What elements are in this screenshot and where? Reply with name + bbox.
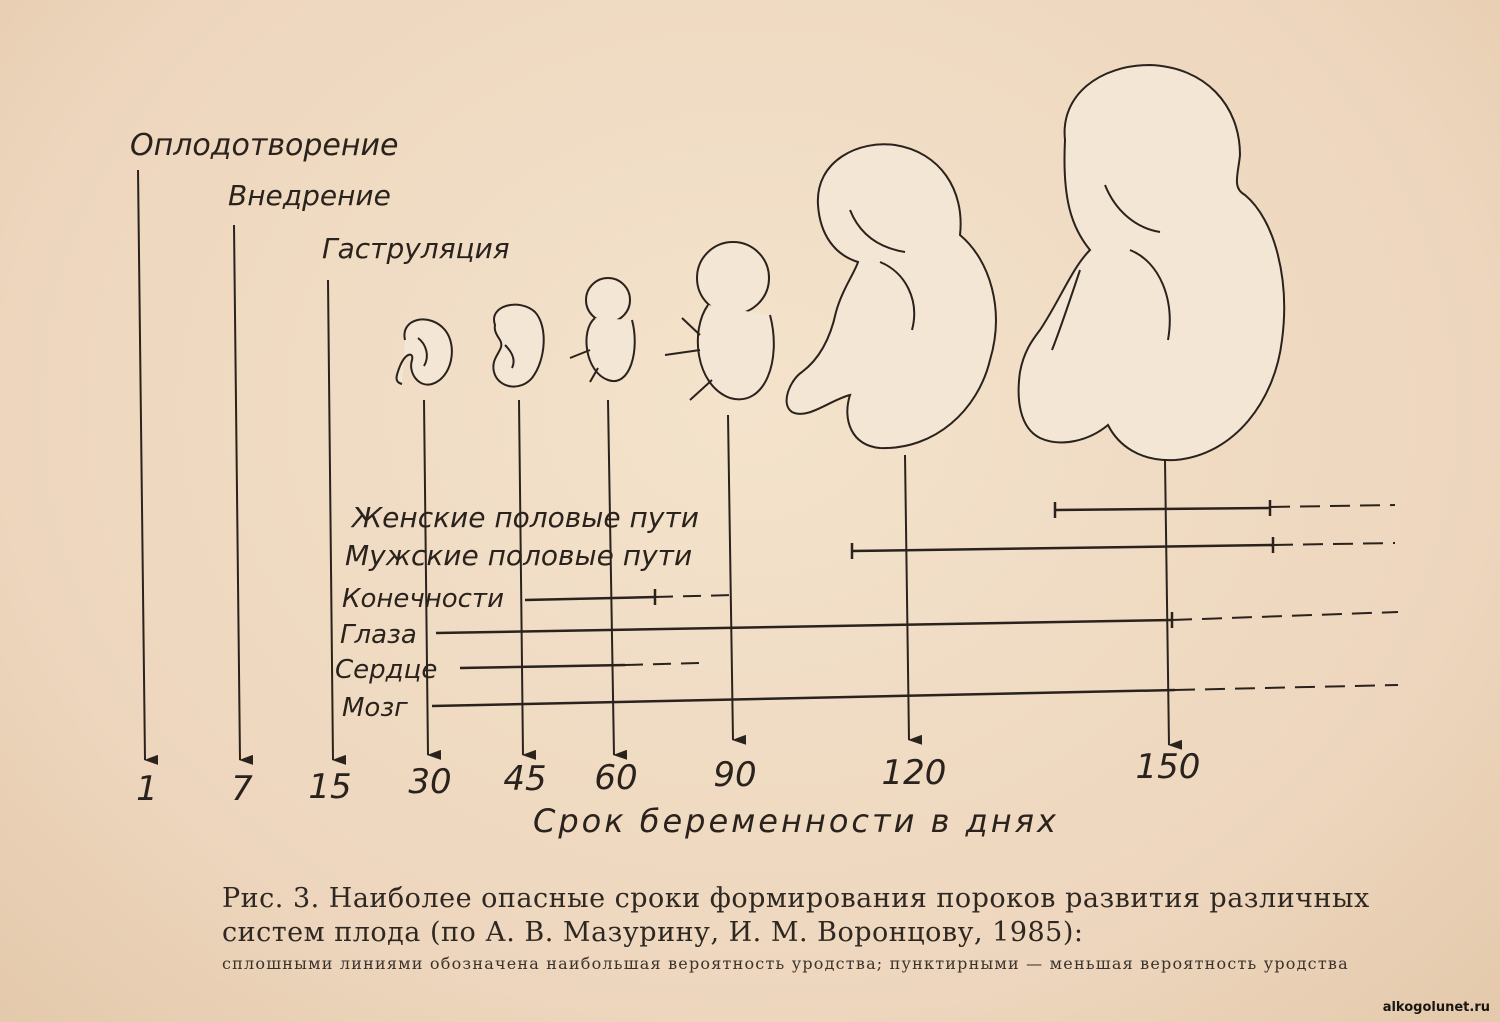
system-label-eyes: Глаза — [340, 620, 417, 650]
tick-day-15: 15 — [308, 767, 352, 807]
arrow-day-7 — [234, 225, 240, 760]
arrow-day-30 — [424, 400, 428, 755]
embryo-day-60-icon — [570, 278, 635, 382]
tick-day-1: 1 — [136, 769, 158, 809]
system-label-female-tract: Женские половые пути — [352, 501, 699, 534]
arrow-day-1 — [138, 170, 145, 760]
tick-day-90: 90 — [713, 755, 757, 795]
event-fertilization-label: Оплодотворение — [130, 128, 399, 163]
period-eyes — [436, 612, 1398, 633]
system-label-limbs: Конечности — [342, 584, 504, 614]
caption-main-text: Рис. 3. Наиболее опасные сроки формирования пороков развития различных систем плода (по А. В. Мазурину, И. М. Воронцову, 1985): — [222, 883, 1370, 948]
embryo-day-45-icon — [493, 305, 543, 387]
arrow-day-90 — [728, 415, 733, 740]
arrow-day-15 — [328, 280, 333, 760]
caption-note-text: сплошными линиями обозначена наибольшая вероятность уродства; пунктирными — меньшая вероятность уродства — [222, 954, 1349, 973]
arrow-day-45 — [519, 400, 523, 755]
system-label-brain: Мозг — [342, 693, 408, 723]
event-gastrulation-label: Гаструляция — [322, 232, 510, 265]
system-label-male-tract: Мужские половые пути — [345, 539, 693, 572]
tick-day-120: 120 — [881, 753, 947, 793]
embryo-day-30-icon — [397, 319, 452, 384]
event-implantation-label: Внедрение — [228, 179, 391, 212]
period-heart — [460, 663, 700, 668]
tick-day-45: 45 — [503, 759, 547, 799]
figure-caption — [222, 882, 1452, 976]
period-limbs — [525, 589, 735, 605]
fetus-day-90-icon — [665, 242, 774, 400]
period-male-tract — [852, 537, 1395, 559]
tick-day-7: 7 — [231, 769, 253, 809]
system-label-heart: Сердце — [335, 655, 438, 685]
tick-day-150: 150 — [1135, 747, 1201, 787]
axis-label: Срок беременности в днях — [533, 802, 1059, 840]
period-brain — [432, 685, 1398, 706]
fetus-day-150-icon — [1019, 65, 1285, 460]
arrow-day-150 — [1165, 460, 1169, 745]
fetus-day-120-icon — [787, 144, 996, 448]
tick-day-30: 30 — [408, 762, 452, 802]
embryo-illustrations — [397, 65, 1285, 460]
arrow-day-120 — [905, 455, 909, 740]
watermark: alkogolunet.ru — [1382, 1000, 1490, 1015]
period-female-tract — [1055, 500, 1395, 518]
tick-day-60: 60 — [594, 758, 638, 798]
